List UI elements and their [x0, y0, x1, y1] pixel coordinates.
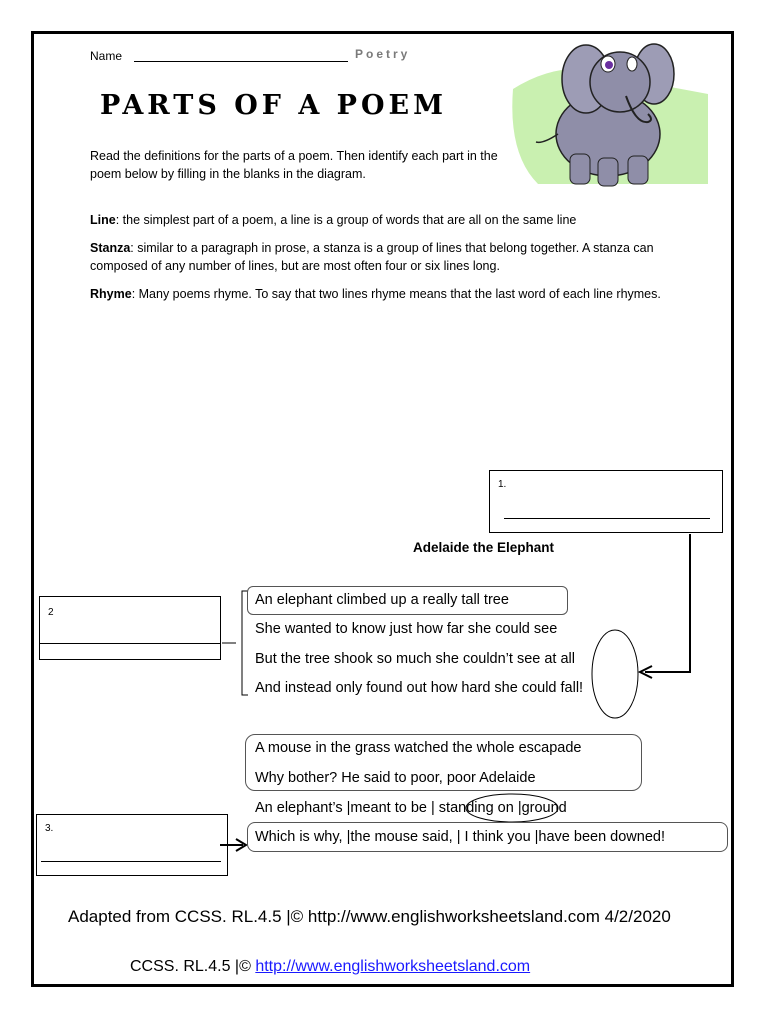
poem-line: An elephant’s |meant to be | standing on |ground: [255, 800, 567, 816]
poem-line: But the tree shook so much she couldn’t see at all: [255, 651, 575, 667]
page-title: PARTS OF A POEM: [100, 90, 447, 121]
definition-stanza: Stanza: similar to a paragraph in prose, a stanza is a group of lines that belong together. A stanza can composed of any number of lines, but are most often four or six lines long.: [90, 241, 654, 273]
poem-title: Adelaide the Elephant: [413, 540, 555, 555]
answer-box-3[interactable]: 3.: [36, 814, 228, 876]
intro-text: Read the definitions for the parts of a poem. Then identify each part in the poem below by filling in the blanks in the diagram.: [90, 149, 498, 181]
rhyme-ellipse: [592, 630, 638, 718]
poem-line: A mouse in the grass watched the whole escapade: [255, 740, 582, 756]
poem-line: And instead only found out how hard she could fall!: [255, 680, 584, 696]
answer-box-1[interactable]: 1.: [489, 470, 723, 533]
name-label: Name: [90, 49, 123, 63]
source-link[interactable]: http://www.englishworksheetsland.com: [255, 958, 531, 975]
subject-label: Poetry: [355, 47, 411, 61]
answer-box-2[interactable]: 2: [39, 596, 221, 660]
poem-line: She wanted to know just how far she could see: [255, 621, 558, 637]
footer-credit: Adapted from CCSS. RL.4.5 |© http://www.englishworksheetsland.com 4/2/2020: [68, 907, 671, 926]
poem-line: An elephant climbed up a really tall tree: [255, 592, 509, 608]
poem-line: Which is why, |the mouse said, | I think you |have been downed!: [255, 829, 666, 845]
rhyme-arrow-line: [645, 534, 690, 672]
footer-source: CCSS. RL.4.5 |© http://www.englishworksheetsland.com: [130, 958, 531, 975]
poem-line: Why bother? He said to poor, poor Adelaide: [255, 770, 536, 786]
definition-rhyme: Rhyme: Many poems rhyme. To say that two lines rhyme means that the last word of each line rhymes.: [90, 287, 661, 301]
definition-line: Line: the simplest part of a poem, a line is a group of words that are all on the same line: [90, 213, 577, 227]
